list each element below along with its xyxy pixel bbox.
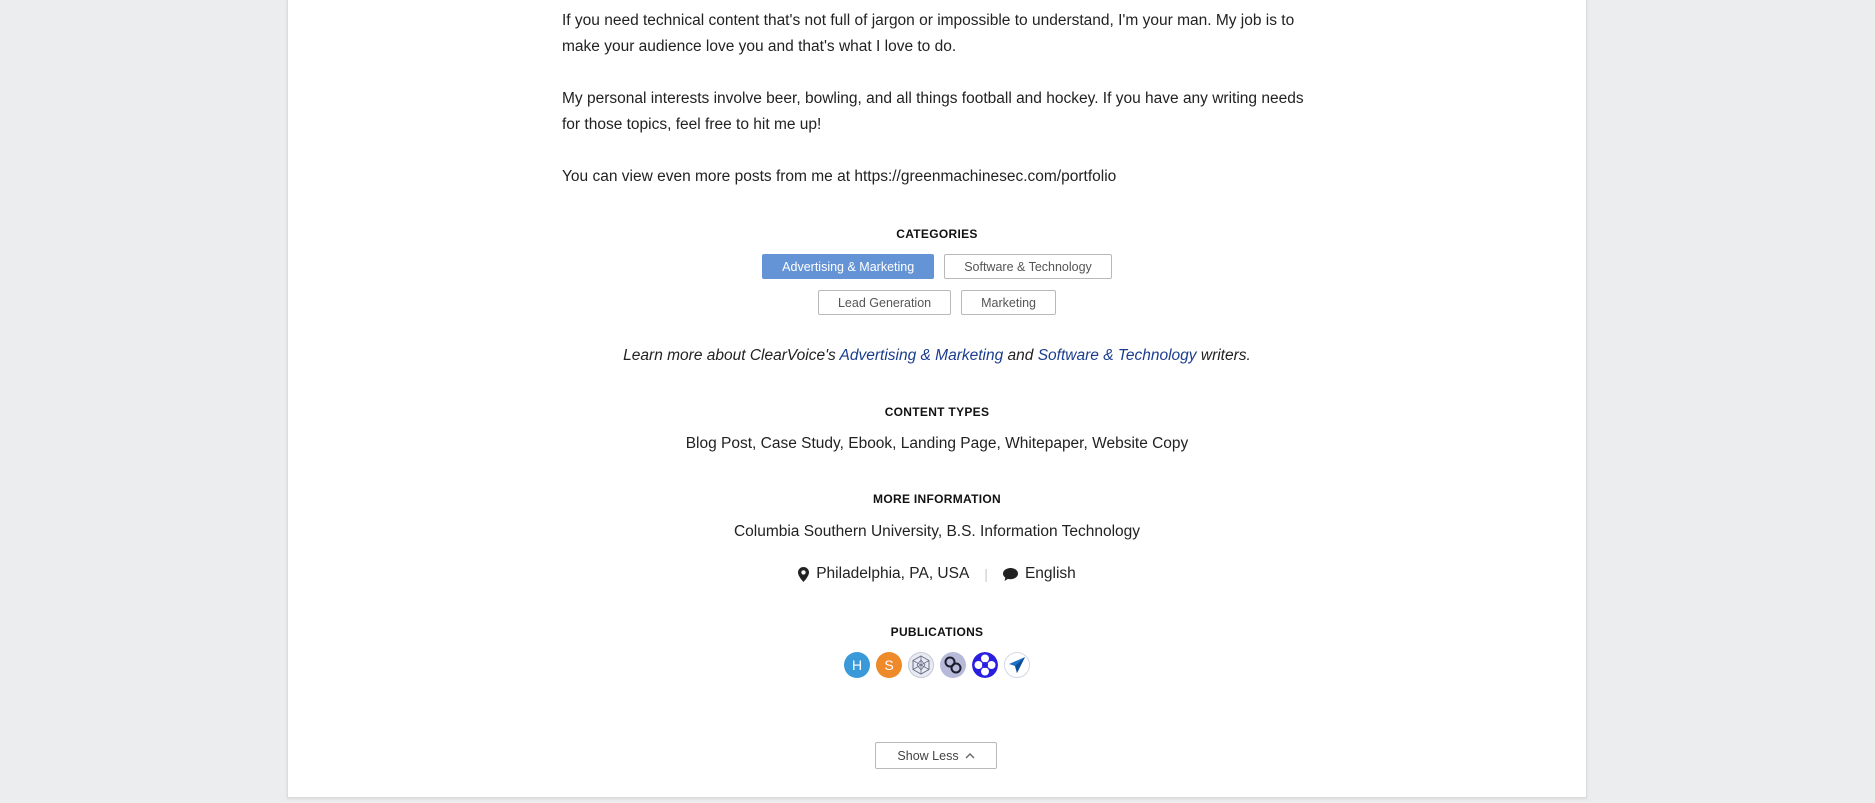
- separator: |: [984, 566, 988, 582]
- education: Columbia Southern University, B.S. Information Technology: [733, 523, 1141, 540]
- more-information-title: MORE INFORMATION: [873, 492, 1001, 506]
- language: [1003, 565, 1076, 583]
- bio-paragraph: My personal interests involve beer, bowling, and all things football and hockey. If you have any writing needs for those topics, feel free to hit me up!: [562, 90, 1304, 133]
- publication-logo-geometric[interactable]: [908, 652, 934, 678]
- bio-paragraph: If you need technical content that's not full of jargon or impossible to understand, I'm your man. My job is to make your audience love you and that's what I love to do.: [562, 12, 1295, 55]
- categories-row-1: [288, 254, 1586, 279]
- profile-card: [287, 0, 1587, 798]
- show-less-button[interactable]: [875, 742, 997, 769]
- geometric-logo-icon: [911, 655, 931, 675]
- publications-list: [288, 652, 1586, 678]
- content-types-value: Blog Post, Case Study, Ebook, Landing Page, Whitepaper, Website Copy: [685, 435, 1189, 452]
- publication-logo-paper-plane[interactable]: [1004, 652, 1030, 678]
- chevron-up-icon: [965, 752, 975, 759]
- flower-logo-icon: [972, 652, 998, 678]
- publication-logo-h[interactable]: [844, 652, 870, 678]
- location-text: Philadelphia, PA, USA: [816, 565, 970, 582]
- publication-logo-loops[interactable]: [940, 652, 966, 678]
- category-chip-advertising-marketing[interactable]: Advertising & Marketing: [762, 254, 934, 279]
- language-text: English: [1024, 565, 1076, 582]
- bio-paragraph: You can view even more posts from me at https://greenmachinesec.com/portfolio: [562, 168, 1117, 185]
- publication-logo-flower[interactable]: [972, 652, 998, 678]
- bio: [562, 8, 1322, 216]
- advertising-marketing-writers-link[interactable]: Advertising & Marketing: [839, 347, 1004, 364]
- speech-bubble-icon: [1003, 568, 1018, 581]
- category-chip-marketing[interactable]: Marketing: [961, 290, 1056, 315]
- loops-logo-icon: [942, 654, 964, 676]
- paper-plane-icon: [1008, 656, 1026, 674]
- publication-logo-s[interactable]: [876, 652, 902, 678]
- content-types-title: CONTENT TYPES: [884, 405, 990, 419]
- software-technology-writers-link[interactable]: Software & Technology: [1037, 347, 1197, 364]
- category-chip-lead-generation[interactable]: Lead Generation: [818, 290, 951, 315]
- publications-title: PUBLICATIONS: [890, 625, 984, 639]
- learn-more-and: and: [1007, 347, 1034, 364]
- location-language-row: [288, 565, 1586, 583]
- publication-letter: H: [851, 657, 863, 673]
- learn-more-text: [288, 347, 1586, 365]
- map-pin-icon: [798, 567, 809, 582]
- categories-title: CATEGORIES: [896, 227, 978, 241]
- category-chip-software-technology[interactable]: Software & Technology: [944, 254, 1112, 279]
- show-less-label: Show Less: [897, 748, 959, 763]
- categories-row-2: [288, 290, 1586, 315]
- learn-more-suffix: writers.: [1200, 347, 1251, 364]
- publication-letter: S: [884, 657, 894, 673]
- learn-more-prefix: Learn more about ClearVoice's: [623, 347, 836, 364]
- location: [798, 565, 969, 583]
